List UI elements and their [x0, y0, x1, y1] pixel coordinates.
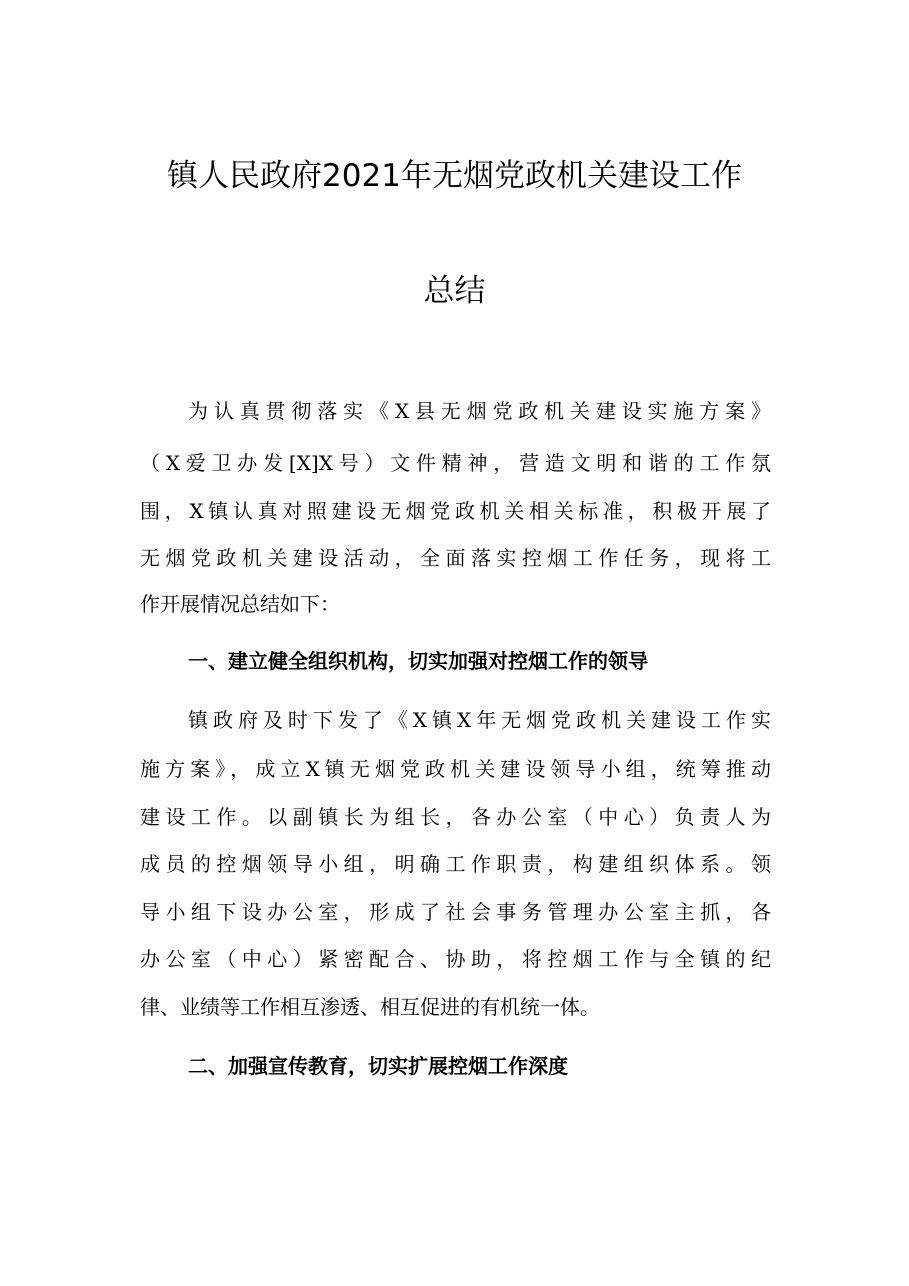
section1-paragraph-line: 律、业绩等工作相互渗透、相互促进的有机统一体。 — [140, 995, 600, 1019]
section-heading-1: 一、建立健全组织机构，切实加强对控烟工作的领导 — [188, 649, 648, 673]
intro-paragraph-line: 围，X镇认真对照建设无烟党政机关相关标准，积极开展了 — [140, 499, 771, 523]
section1-paragraph-line: 办公室（中心）紧密配合、协助，将控烟工作与全镇的纪 — [140, 947, 771, 971]
section1-paragraph-line: 建设工作。以副镇长为组长，各办公室（中心）负责人为 — [140, 805, 771, 829]
intro-paragraph-line: 作开展情况总结如下： — [140, 592, 340, 616]
intro-paragraph-line: 为认真贯彻落实《X县无烟党政机关建设实施方案》 — [188, 399, 771, 423]
section1-paragraph-line: 施方案》，成立X镇无烟党政机关建设领导小组，统筹推动 — [140, 757, 771, 781]
intro-paragraph-line: （X爱卫办发[X]X号）文件精神，营造文明和谐的工作氛 — [140, 451, 771, 475]
section1-paragraph-line: 导小组下设办公室，形成了社会事务管理办公室主抓，各 — [140, 900, 771, 924]
document-title-line-1: 镇人民政府2021年无烟党政机关建设工作 — [167, 158, 742, 194]
document-title-line-2: 总结 — [423, 273, 486, 309]
section1-paragraph-line: 镇政府及时下发了《X镇X年无烟党政机关建设工作实 — [188, 708, 771, 732]
section1-paragraph-line: 成员的控烟领导小组，明确工作职责，构建组织体系。领 — [140, 852, 771, 876]
intro-paragraph-line: 无烟党政机关建设活动，全面落实控烟工作任务，现将工 — [140, 546, 771, 570]
section-heading-2: 二、加强宣传教育，切实扩展控烟工作深度 — [188, 1054, 568, 1078]
